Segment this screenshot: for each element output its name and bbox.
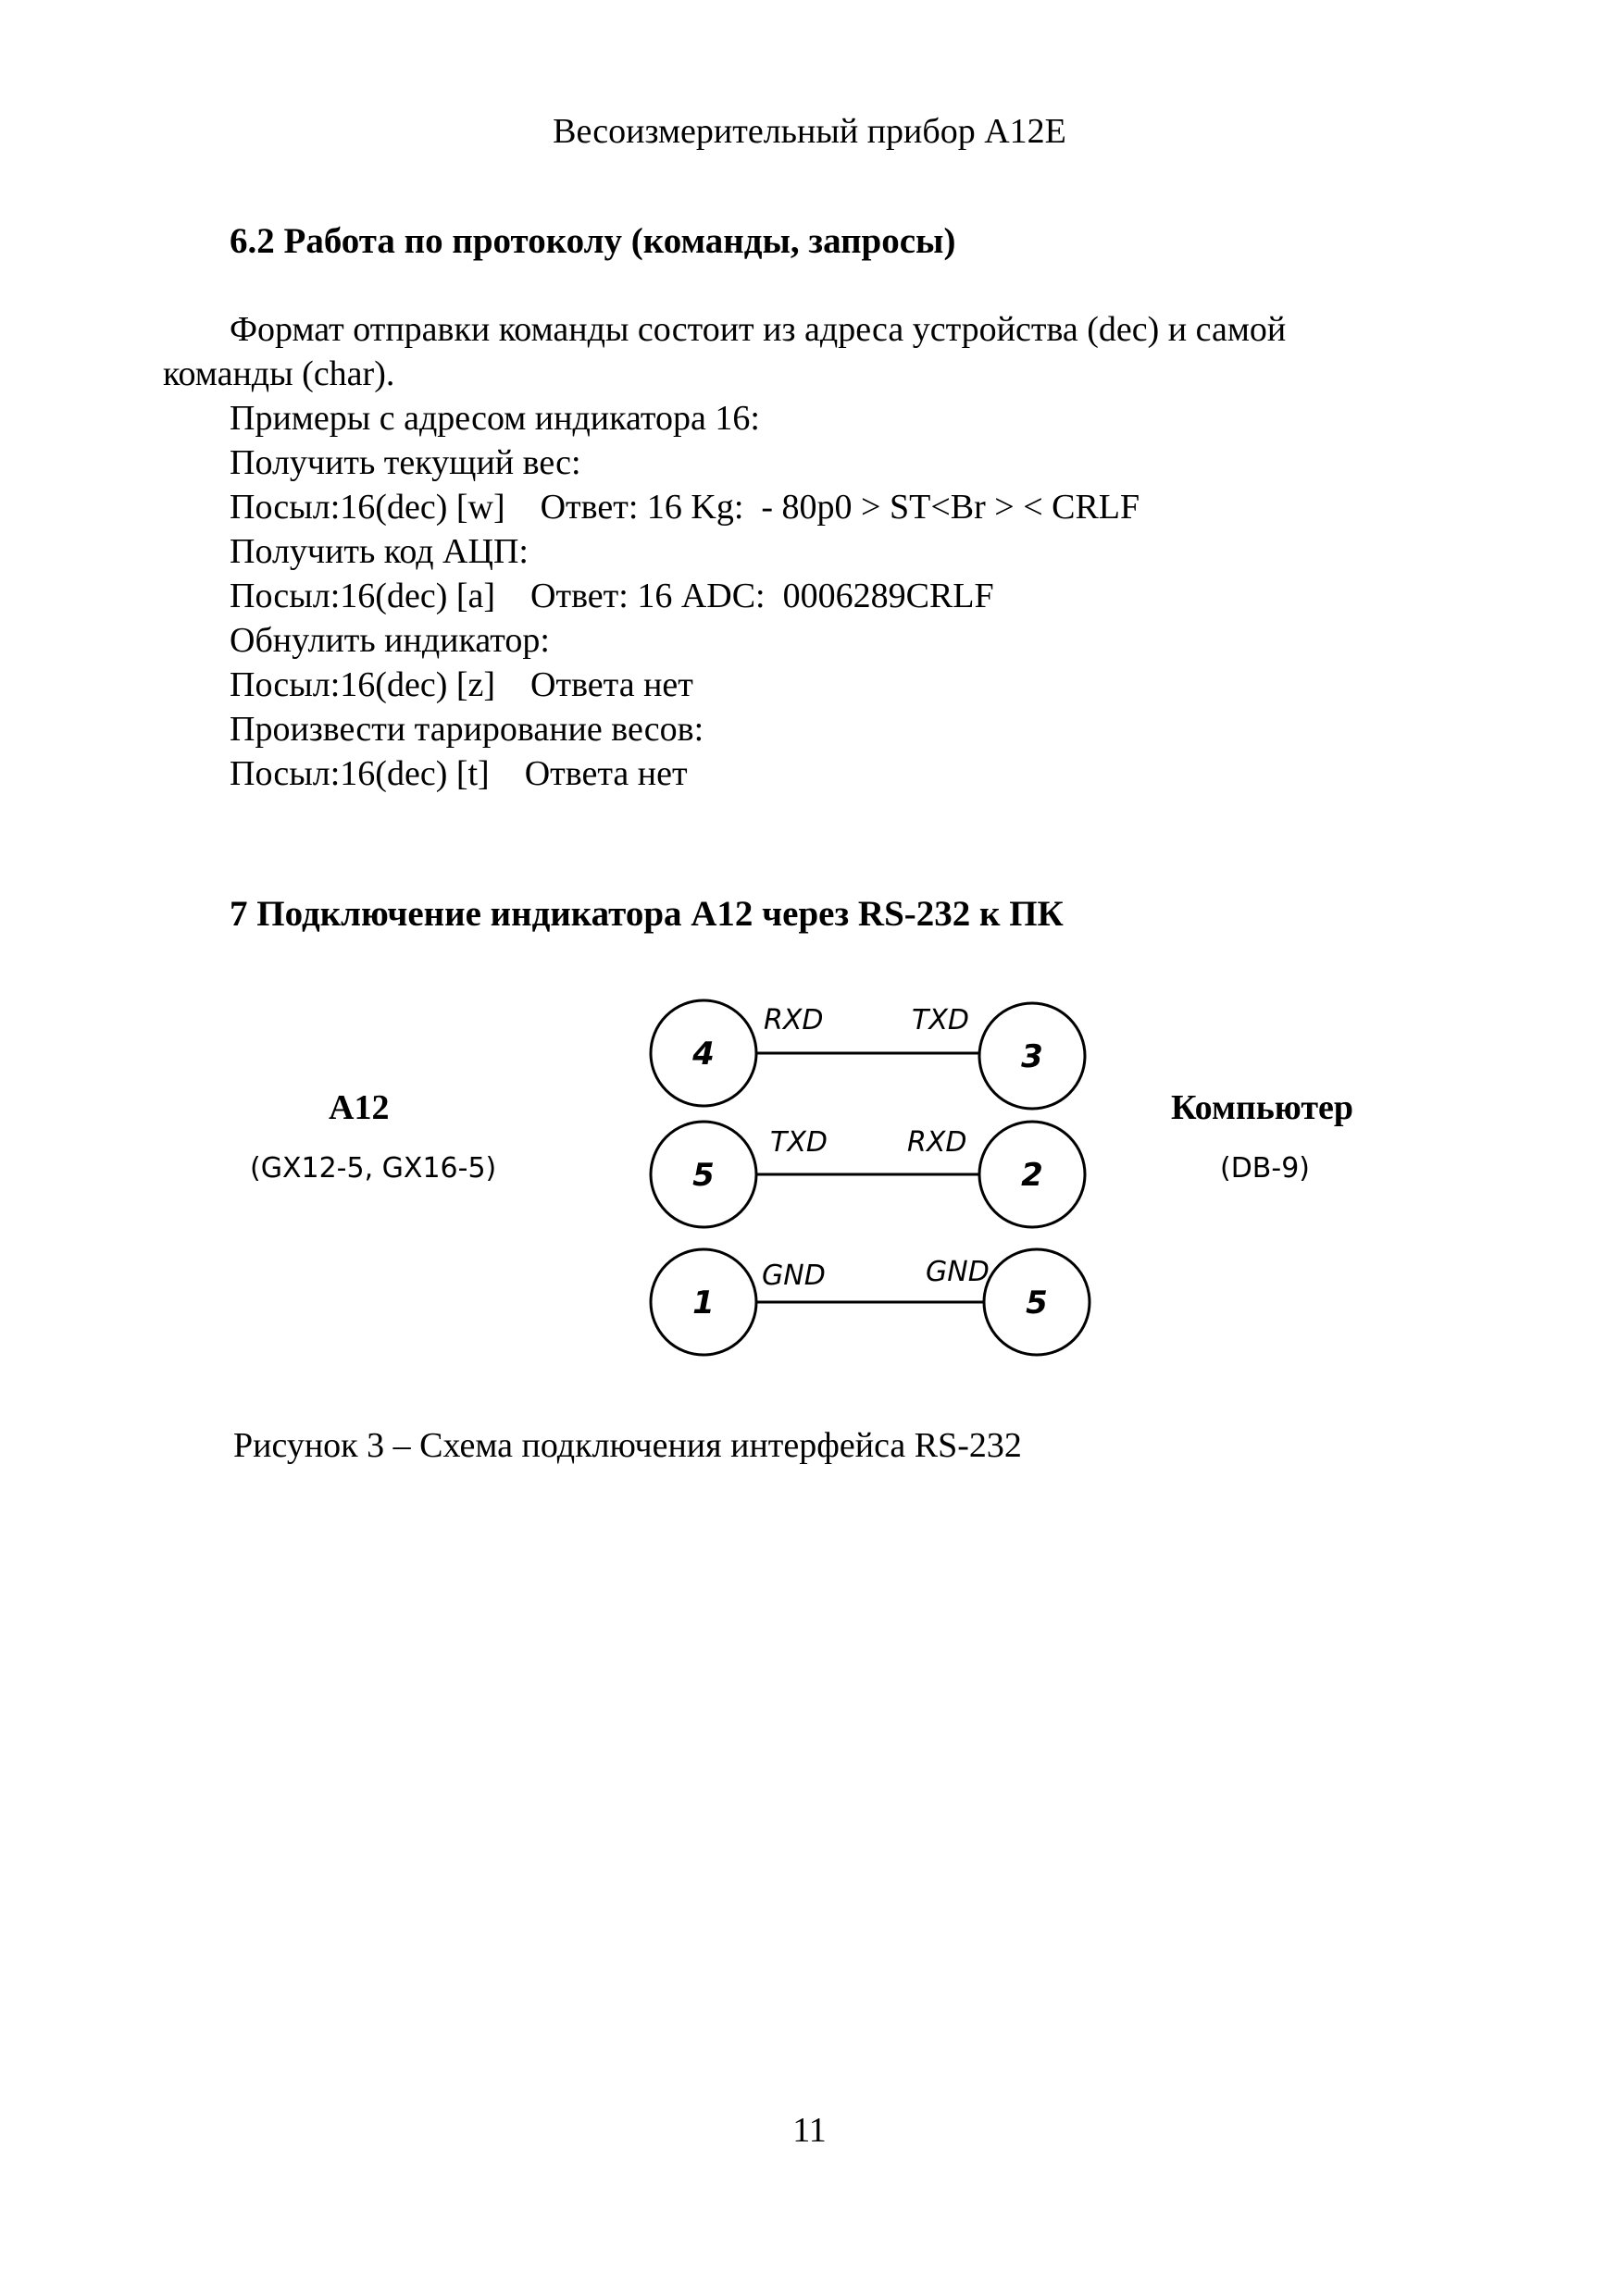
left-signal-label: GND xyxy=(762,1260,826,1292)
left-pin-number: 5 xyxy=(692,1157,715,1194)
example-line: Обнулить индикатор: xyxy=(230,621,550,660)
left-device-connector: (GX12-5, GX16-5) xyxy=(250,1152,497,1185)
figure-caption: Рисунок 3 – Схема подключения интерфейса RS-232 xyxy=(233,1426,1022,1465)
example-line: Получить текущий вес: xyxy=(230,443,581,482)
example-line: Посыл:16(dec) [w] Ответ: 16 Kg: - 80p0 > ST<Br > < CRLF xyxy=(230,488,1140,527)
right-signal-label: GND xyxy=(926,1256,990,1288)
rs232-wiring-diagram xyxy=(629,972,1111,1370)
connection-row xyxy=(651,1249,1090,1355)
left-pin-number: 4 xyxy=(692,1036,715,1073)
left-pin-number: 1 xyxy=(692,1285,715,1322)
intro-line-1: Формат отправки команды состоит из адреса устройства (dec) и самой xyxy=(230,310,1287,349)
example-line: Произвести тарирование весов: xyxy=(230,710,704,749)
connection-row xyxy=(651,1000,1085,1109)
example-line: Посыл:16(dec) [z] Ответа нет xyxy=(230,665,693,704)
running-header: Весоизмерительный прибор A12E xyxy=(553,112,1066,151)
left-device-name: A12 xyxy=(329,1088,390,1127)
right-signal-label: TXD xyxy=(912,1004,969,1036)
page-number: 11 xyxy=(792,2111,827,2150)
right-pin-number: 2 xyxy=(1021,1157,1043,1194)
section-6-2-heading: 6.2 Работа по протоколу (команды, запросы) xyxy=(230,221,956,261)
right-device-connector: (DB-9) xyxy=(1220,1152,1311,1185)
right-device-name: Компьютер xyxy=(1171,1088,1354,1127)
example-line: Посыл:16(dec) [a] Ответ: 16 ADC: 0006289CRLF xyxy=(230,577,994,615)
connection-row xyxy=(651,1122,1085,1227)
section-7-heading: 7 Подключение индикатора A12 через RS-232 к ПК xyxy=(230,894,1064,934)
left-signal-label: TXD xyxy=(770,1126,828,1159)
example-line: Получить код АЦП: xyxy=(230,532,529,571)
left-signal-label: RXD xyxy=(764,1004,824,1036)
right-pin-number: 5 xyxy=(1026,1285,1048,1322)
protocol-examples xyxy=(230,396,1140,796)
right-pin-number: 3 xyxy=(1021,1038,1043,1075)
intro-line-2: команды (char). xyxy=(163,354,395,393)
example-line: Примеры с адресом индикатора 16: xyxy=(230,399,760,438)
example-line: Посыл:16(dec) [t] Ответа нет xyxy=(230,754,688,793)
right-signal-label: RXD xyxy=(907,1126,967,1159)
